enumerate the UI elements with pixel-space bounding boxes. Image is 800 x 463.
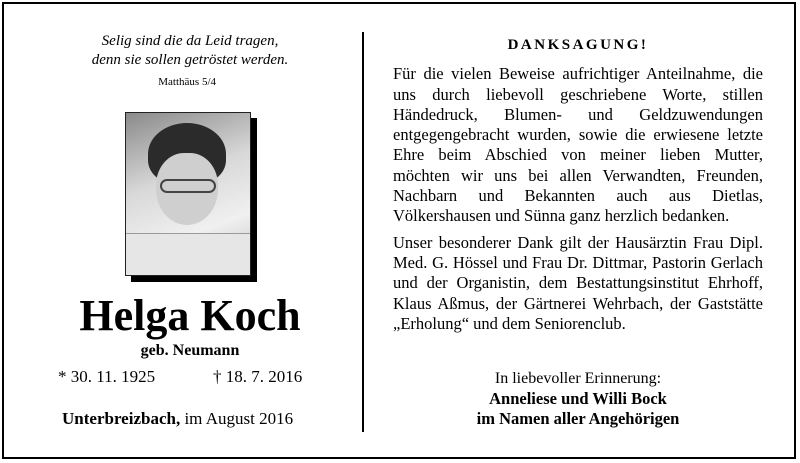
verse-line-1: Selig sind die da Leid tragen, — [101, 33, 279, 49]
thanks-title: DANKSAGUNG! — [507, 37, 649, 53]
thanks-paragraph-2: Unser besonderer Dank gilt der Hausärztin Frau Dipl. Med. G. Hössel und Frau Dr. Dittmar, Pastorin Gerlach und der Organistin, dem Bestattungsinstitut Ehrhoff, Klaus Aßmus, der Gärtnerei Wehrbach, der Gaststätte „Erholung“ und dem Seniorenclub. — [393, 232, 763, 333]
date: im August 2016 — [180, 409, 294, 428]
signature-line-1: Anneliese und Willi Bock — [489, 389, 667, 408]
signature-line-2: im Namen aller Angehörigen — [476, 409, 680, 428]
portrait-photo — [125, 112, 251, 276]
thanks-text — [393, 35, 763, 340]
death-date: † 18. 7. 2016 — [213, 367, 303, 386]
birth-date: * 30. 11. 1925 — [58, 367, 156, 386]
verse-line-2: denn sie sollen getröstet werden. — [91, 52, 289, 68]
place: Unterbreizbach, — [62, 409, 181, 428]
closing-line: In liebevoller Erinnerung: — [494, 370, 662, 387]
column-divider — [362, 32, 364, 432]
thanks-paragraph-1: Für die vielen Beweise aufrichtiger Anteilnahme, die uns durch liebevoll geschriebene Worte, stillen Händedruck, Blumen- und Geldzuwendungen entgegengebracht wurden, sowie die erwiesene letzte Ehre beim Abschied von meiner lieben Mutter, möchten wir uns bei allen Verwandten, Freunden, Nachbarn und Bekannten auch aus Dietlas, Völkershausen und Sünna ganz herzlich bedanken. — [393, 64, 763, 226]
closing-block — [393, 369, 763, 429]
verse-block — [40, 32, 340, 70]
maiden-name: geb. Neumann — [140, 342, 240, 359]
place-date — [62, 409, 293, 429]
deceased-name: Helga Koch — [79, 291, 301, 340]
verse-reference: Matthäus 5/4 — [158, 76, 216, 88]
